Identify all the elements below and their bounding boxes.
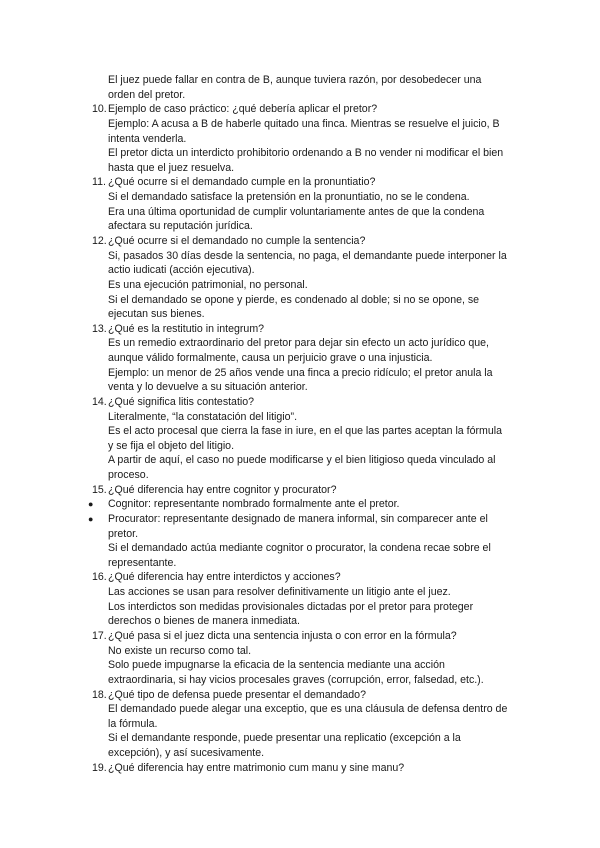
text-line: Procurator: representante designado de manera informal, sin comparecer ante el: [108, 512, 488, 525]
text-line: Ejemplo: un menor de 25 años vende una finca a precio ridículo; el pretor anula la: [108, 366, 493, 379]
text-line: representante.: [108, 556, 177, 569]
text-line: hasta que el juez resuelva.: [108, 161, 235, 174]
item-number: 19.: [92, 761, 107, 774]
text-line: y se fija el objeto del litigio.: [108, 439, 235, 452]
text-line: El pretor dicta un interdicto prohibitorio ordenando a B no vender ni modificar el bien: [108, 147, 504, 160]
item-number: 14.: [92, 395, 107, 408]
item-number: 15.: [92, 483, 107, 496]
text-line: ¿Qué diferencia hay entre interdictos y acciones?: [108, 571, 341, 584]
item-number: 12.: [92, 234, 107, 247]
text-line: ¿Qué significa litis contestatio?: [108, 395, 255, 408]
text-line: derechos o bienes de manera inmediata.: [108, 615, 300, 628]
text-line: ¿Qué diferencia hay entre cognitor y procurator?: [108, 483, 337, 496]
text-line: Si el demandado actúa mediante cognitor o procurator, la condena recae sobre el: [108, 542, 491, 555]
text-line: extraordinaria, si hay vicios procesales graves (corrupción, error, falsedad, etc.).: [108, 673, 484, 686]
text-line: ¿Qué tipo de defensa puede presentar el demandado?: [108, 688, 366, 701]
text-line: Es un remedio extraordinario del pretor para dejar sin efecto un acto jurídico que,: [108, 337, 490, 350]
text-line: Era una última oportunidad de cumplir voluntariamente antes de que la condena: [108, 205, 485, 218]
item-number: 17.: [92, 629, 107, 642]
text-line: Ejemplo de caso práctico: ¿qué debería aplicar el pretor?: [108, 103, 378, 116]
text-line: proceso.: [108, 469, 149, 481]
text-line: ¿Qué ocurre si el demandado no cumple la sentencia?: [108, 234, 366, 247]
text-line: pretor.: [108, 527, 139, 540]
text-line: Si el demandado satisface la pretensión en la pronuntiatio, no se le condena.: [108, 191, 470, 203]
text-line: ejecutan sus bienes.: [108, 308, 205, 321]
text-line: A partir de aquí, el caso no puede modificarse y el bien litigioso queda vinculado al: [108, 454, 496, 467]
text-line: No existe un recurso como tal.: [108, 644, 252, 657]
text-line: Ejemplo: A acusa a B de haberle quitado una finca. Mientras se resuelve el juicio, B: [108, 117, 500, 130]
item-number: 18.: [92, 688, 107, 701]
text-line: la fórmula.: [108, 717, 158, 730]
text-line: Es el acto procesal que cierra la fase in iure, en el que las partes aceptan la fórmula: [108, 425, 502, 438]
text-line: venta y lo devuelve a su situación anterior.: [108, 381, 308, 394]
item-number: 10.: [92, 103, 107, 116]
text-line: ¿Qué ocurre si el demandado cumple en la pronuntiatio?: [108, 176, 376, 189]
text-line: Si, pasados 30 días desde la sentencia, no paga, el demandante puede interponer la: [108, 249, 507, 262]
text-line: intenta venderla.: [108, 132, 187, 145]
item-number: 11.: [92, 176, 106, 189]
text-line: Literalmente, “la constatación del litigio”.: [108, 410, 298, 423]
text-line: El juez puede fallar en contra de B, aunque tuviera razón, por desobedecer una: [108, 74, 482, 86]
bullet-marker: ●: [88, 499, 94, 510]
text-line: Las acciones se usan para resolver definitivamente un litigio ante el juez.: [108, 586, 451, 599]
text-line: ¿Qué pasa si el juez dicta una sentencia injusta o con error en la fórmula?: [108, 629, 457, 642]
text-line: orden del pretor.: [108, 88, 186, 101]
text-line: Cognitor: representante nombrado formalmente ante el pretor.: [108, 498, 400, 511]
text-line: actio iudicati (acción ejecutiva).: [108, 264, 255, 277]
item-number: 16.: [92, 571, 107, 584]
text-line: Si el demandado se opone y pierde, es condenado al doble; si no se opone, se: [108, 293, 480, 306]
text-line: afectara su reputación jurídica.: [108, 220, 253, 233]
text-line: ¿Qué diferencia hay entre matrimonio cum manu y sine manu?: [108, 761, 405, 774]
text-line: Los interdictos son medidas provisionales dictadas por el pretor para proteger: [108, 600, 474, 613]
text-line: Es una ejecución patrimonial, no personal.: [108, 278, 308, 291]
text-line: El demandado puede alegar una exceptio, que es una cláusula de defensa dentro de: [108, 703, 508, 716]
text-line: aunque válido formalmente, causa un perjuicio grave o una injusticia.: [108, 352, 433, 364]
item-number: 13.: [92, 322, 107, 335]
text-line: excepción), y así sucesivamente.: [108, 747, 265, 759]
text-line: Si el demandante responde, puede presentar una replicatio (excepción a la: [108, 732, 461, 745]
text-line: ¿Qué es la restitutio in integrum?: [108, 322, 265, 335]
bullet-marker: ●: [88, 513, 94, 524]
text-line: Solo puede impugnarse la eficacia de la sentencia mediante una acción: [108, 659, 445, 672]
